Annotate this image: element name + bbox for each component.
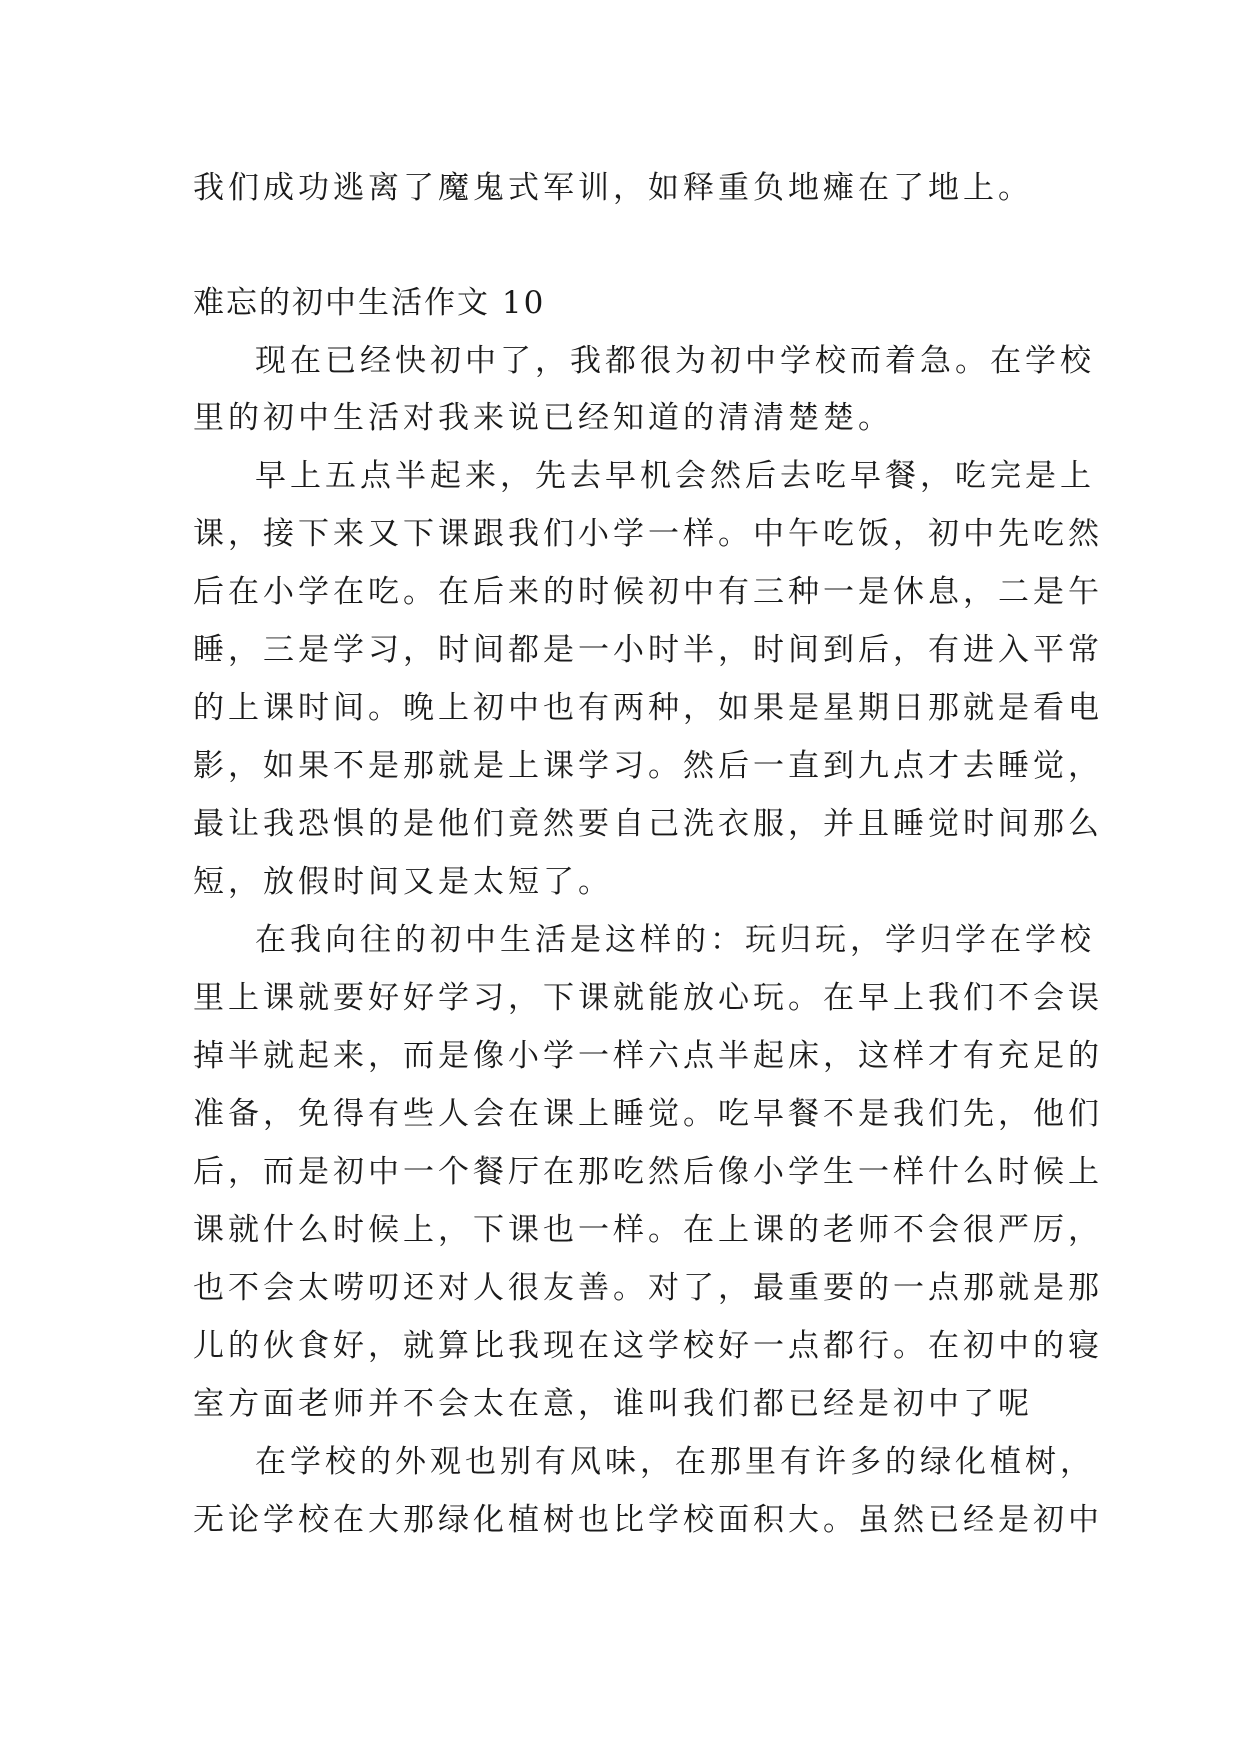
paragraph-4-line-2: 无论学校在大那绿化植树也比学校面积大。虽然已经是初中 — [193, 1502, 1103, 1538]
paragraph-2-line-1: 早上五点半起来，先去早机会然后去吃早餐，吃完是上 — [255, 458, 1095, 494]
paragraph-3-line-3: 掉半就起来，而是像小学一样六点半起床，这样才有充足的 — [193, 1038, 1103, 1074]
paragraph-1-line-2: 里的初中生活对我来说已经知道的清清楚楚。 — [193, 400, 893, 436]
paragraph-2-line-6: 影，如果不是那就是上课学习。然后一直到九点才去睡觉， — [193, 748, 1103, 784]
paragraph-3-line-7: 也不会太唠叨还对人很友善。对了，最重要的一点那就是那 — [193, 1270, 1103, 1306]
section-heading: 难忘的初中生活作文 10 — [193, 285, 546, 321]
paragraph-2-line-5: 的上课时间。晚上初中也有两种，如果是星期日那就是看电 — [193, 690, 1103, 726]
paragraph-2-line-7: 最让我恐惧的是他们竟然要自己洗衣服，并且睡觉时间那么 — [193, 806, 1103, 842]
paragraph-3-line-6: 课就什么时候上，下课也一样。在上课的老师不会很严厉， — [193, 1212, 1103, 1248]
paragraph-3-line-9: 室方面老师并不会太在意，谁叫我们都已经是初中了呢 — [193, 1386, 1033, 1422]
paragraph-2-line-8: 短，放假时间又是太短了。 — [193, 864, 613, 900]
paragraph-3-line-4: 准备，免得有些人会在课上睡觉。吃早餐不是我们先，他们 — [193, 1096, 1103, 1132]
paragraph-3-line-8: 儿的伙食好，就算比我现在这学校好一点都行。在初中的寝 — [193, 1328, 1103, 1364]
paragraph-3-line-5: 后，而是初中一个餐厅在那吃然后像小学生一样什么时候上 — [193, 1154, 1103, 1190]
text-line-1: 我们成功逃离了魔鬼式军训，如释重负地瘫在了地上。 — [193, 170, 1033, 206]
paragraph-2-line-2: 课，接下来又下课跟我们小学一样。中午吃饭，初中先吃然 — [193, 516, 1103, 552]
paragraph-3-line-2: 里上课就要好好学习，下课就能放心玩。在早上我们不会误 — [193, 980, 1103, 1016]
paragraph-2-line-3: 后在小学在吃。在后来的时候初中有三种一是休息，二是午 — [193, 574, 1103, 610]
paragraph-2-line-4: 睡，三是学习，时间都是一小时半，时间到后，有进入平常 — [193, 632, 1103, 668]
paragraph-3-line-1: 在我向往的初中生活是这样的：玩归玩，学归学在学校 — [255, 922, 1095, 958]
paragraph-4-line-1: 在学校的外观也别有风味，在那里有许多的绿化植树， — [255, 1444, 1095, 1480]
paragraph-1-line-1: 现在已经快初中了，我都很为初中学校而着急。在学校 — [255, 343, 1095, 379]
